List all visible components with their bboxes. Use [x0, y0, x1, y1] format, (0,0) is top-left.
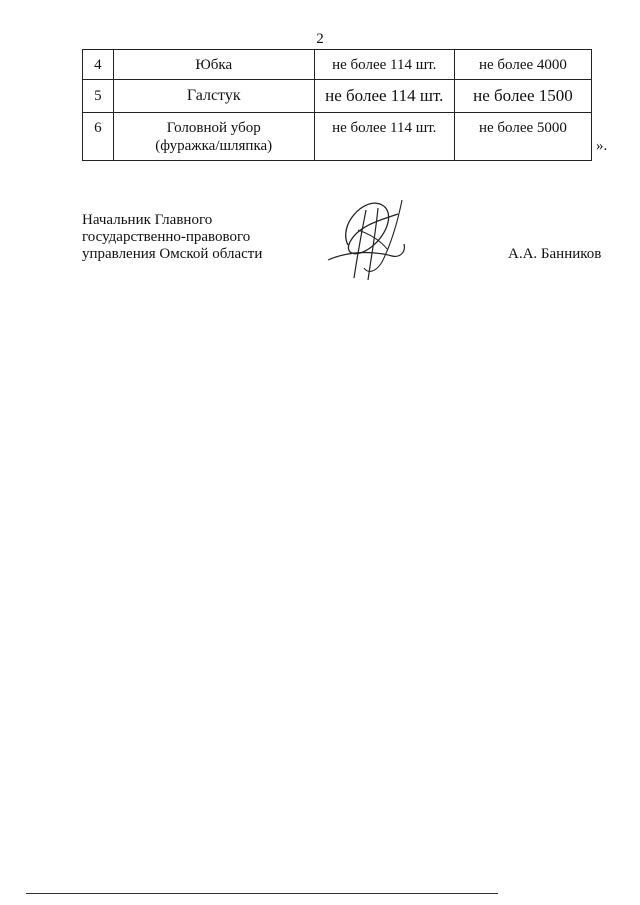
item-name-cell [113, 113, 314, 161]
signatory-title-line: Начальник Главного [82, 212, 213, 228]
item-quantity: не более 114 шт. [314, 50, 454, 80]
table-row [83, 50, 592, 80]
row-number: 6 [83, 113, 114, 161]
item-name-detail: (фуражка/шляпка) [155, 138, 273, 154]
item-price: не более 5000 [454, 113, 591, 161]
closing-quote: ». [596, 138, 608, 154]
items-table [82, 49, 592, 161]
item-name: Юбка [113, 50, 314, 80]
item-price: не более 1500 [454, 80, 591, 113]
signatory-name: А.А. Банников [508, 246, 602, 262]
page-number: 2 [316, 31, 324, 47]
table-row [83, 80, 592, 113]
item-name: Галстук [113, 80, 314, 113]
item-price: не более 4000 [454, 50, 591, 80]
signatory-title-line: государственно-правового [82, 229, 251, 245]
item-name: Головной убор [166, 120, 261, 136]
signatory-title [82, 212, 262, 263]
item-quantity: не более 114 шт. [314, 80, 454, 113]
row-number: 5 [83, 80, 114, 113]
signatory-title-line: управления Омской области [82, 246, 263, 262]
row-number: 4 [83, 50, 114, 80]
table-row [83, 113, 592, 161]
footer-divider [26, 893, 498, 894]
handwritten-signature [318, 190, 418, 290]
item-quantity: не более 114 шт. [314, 113, 454, 161]
